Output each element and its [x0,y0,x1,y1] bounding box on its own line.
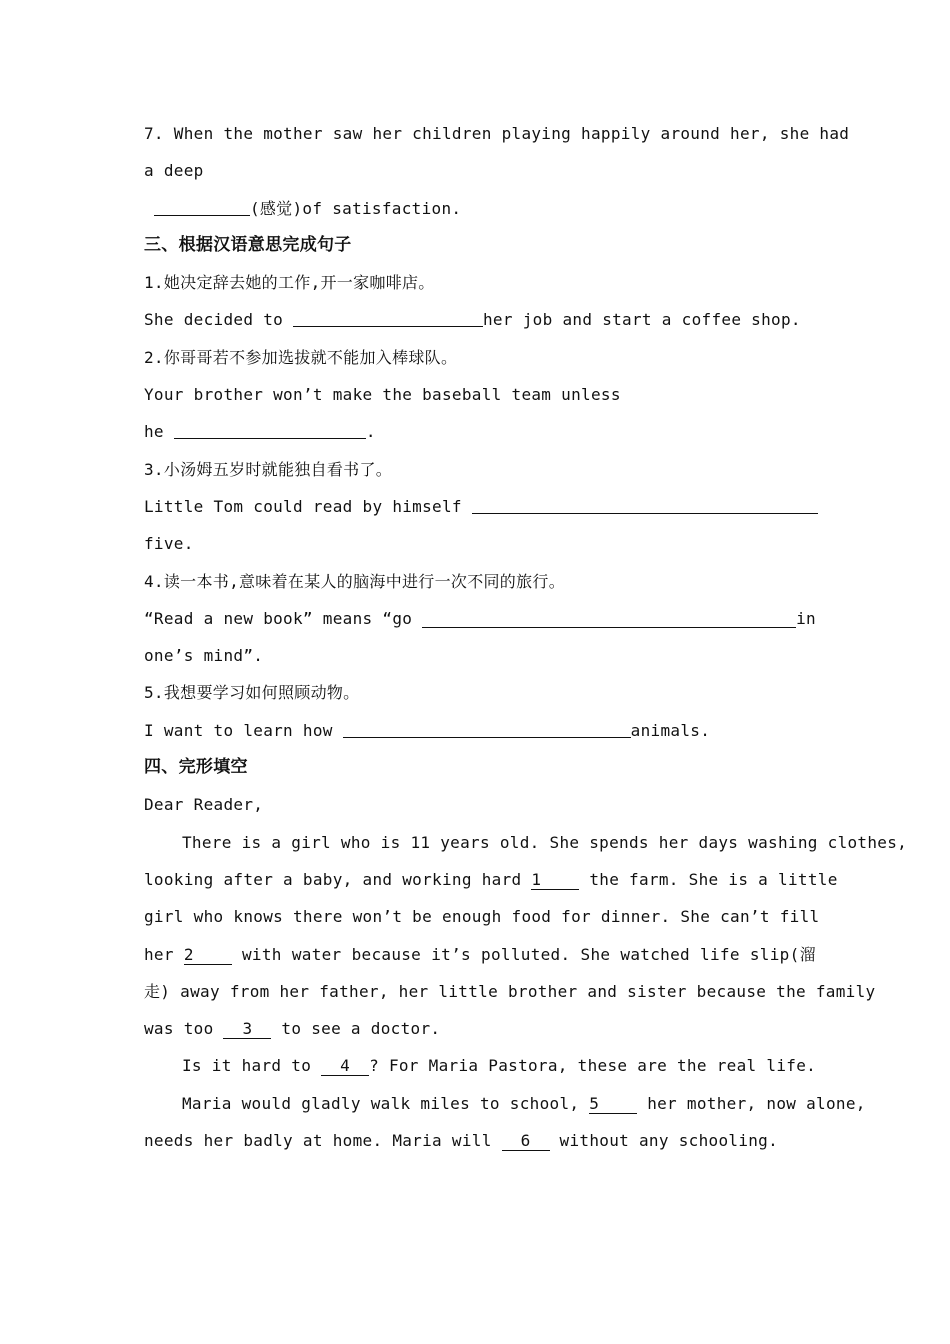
s3-q2-english-1: Your brother won’t make the baseball team unless [144,385,621,405]
s3-q2-chinese: 2.你哥哥若不参加选拔就不能加入棒球队。 [144,347,458,367]
q7-line-3: (感觉)of satisfaction. [144,190,816,227]
answer-blank[interactable] [343,719,631,738]
q7-line-1: 7. When the mother saw her children playing happily around her, she had [144,124,850,143]
s3-q5-english: I want to learn how animals. [144,720,711,740]
q7-line-2: a deep [144,161,204,181]
cloze-blank-2[interactable]: 2 [184,946,232,965]
s3-q3-english-1: Little Tom could read by himself [144,488,816,525]
cloze-blank-5[interactable]: 5 [589,1095,637,1114]
worksheet-page [144,115,908,1159]
passage-p3-line-1: Maria would gladly walk miles to school, 5 her mother, now alone, [182,1093,866,1113]
s3-q4-english-2: one’s mind”. [144,646,264,666]
s3-q1-english: She decided to her job and start a coffee shop. [144,310,801,330]
s3-q5-chinese: 5.我想要学习如何照顾动物。 [144,683,360,703]
section-4-heading: 四、完形填空 [144,757,248,778]
s3-q3-chinese: 3.小汤姆五岁时就能独自看书了。 [144,459,393,479]
cloze-blank-4[interactable]: 4 [321,1057,369,1076]
answer-blank[interactable] [174,420,366,439]
passage-p1-line-5: 走) away from her father, her little brother and sister because the family [144,981,876,1001]
answer-blank[interactable] [293,308,483,327]
s3-q4-chinese: 4.读一本书,意味着在某人的脑海中进行一次不同的旅行。 [144,571,565,591]
passage-p1-line-1: There is a girl who is 11 years old. She spends her days washing clothes, [182,832,908,852]
cloze-blank-1[interactable]: 1 [531,871,579,890]
letter-greeting: Dear Reader, [144,795,264,815]
answer-blank[interactable] [154,197,250,216]
cloze-blank-3[interactable]: 3 [223,1020,271,1039]
section-3-heading: 三、根据汉语意思完成句子 [144,234,352,255]
passage-p1-line-3: girl who knows there won’t be enough food for dinner. She can’t fill [144,907,820,927]
s3-q4-english-1: “Read a new book” means “go in [144,608,816,628]
passage-p1-line-2: looking after a baby, and working hard 1 the farm. She is a little [144,869,838,889]
s3-q3-english-2: five. [144,534,194,554]
passage-p3-line-2: needs her badly at home. Maria will 6 without any schooling. [144,1131,779,1151]
s3-q2-english-2: he . [144,422,376,442]
passage-p2: Is it hard to 4 ? For Maria Pastora, these are the real life. [182,1056,817,1076]
passage-p1-line-6: was too 3 to see a doctor. [144,1019,441,1039]
passage-p1-line-4: her 2 with water because it’s polluted. She watched life slip(溜 [144,944,816,964]
s3-q1-chinese: 1.她决定辞去她的工作,开一家咖啡店。 [144,273,435,293]
answer-blank[interactable] [422,609,796,628]
cloze-blank-6[interactable]: 6 [502,1132,550,1151]
answer-blank[interactable] [472,495,818,514]
